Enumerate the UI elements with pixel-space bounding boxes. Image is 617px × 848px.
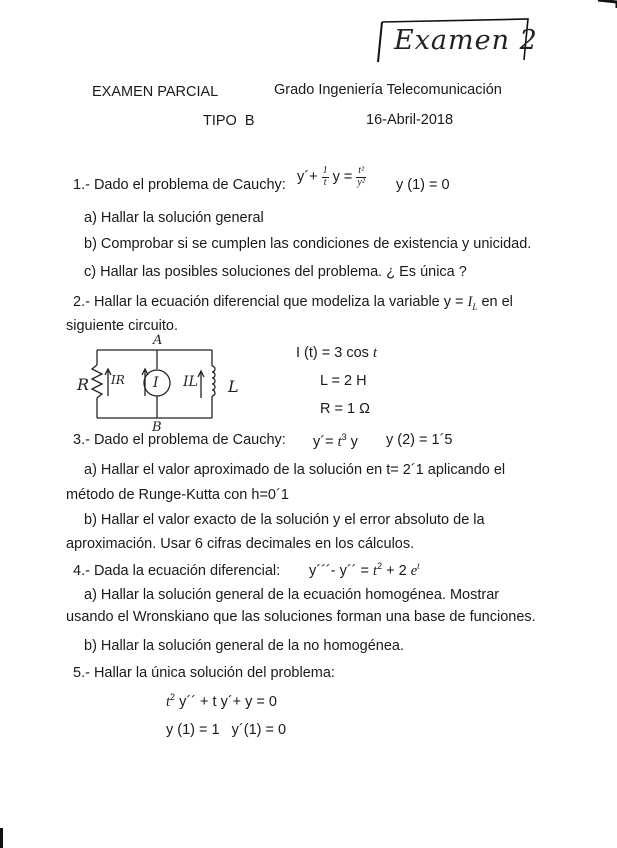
q1-initial-condition: y (1) = 0 [396,177,450,193]
q3-equation: y´= $t^3$ y [313,432,358,450]
q1-eq-a: y´+ [297,168,318,185]
circuit-label-r: R [77,375,90,394]
q2-param-current: I (t) = 3 cos t [296,345,377,361]
q4-equation: y´´´- y´´ = $t^2 + 2$ $e^t$ [309,561,420,579]
q3-part-a-line1: a) Hallar el valor aproximado de la solución en t= 2´1 aplicando el [84,462,506,478]
q5-equation: $t^2$ y´´ + t y´+ y = 0 [166,692,277,710]
q3-initial-condition: y (2) = 1´5 [386,432,453,448]
circuit-label-i: I [153,375,159,391]
q2-line1: 2.- Hallar la ecuación diferencial que modeliza la variable $y = I_L$ en el [73,294,513,312]
q5-label: 5.- Hallar la única solución del problema: [73,665,335,681]
q4-part-b: b) Hallar la solución general de la no homogénea. [84,638,405,654]
header-date: 16-Abril-2018 [366,112,454,128]
q1-label: 1.- Dado el problema de Cauchy: [73,177,286,193]
circuit-label-il: IL [183,374,198,390]
q1-frac1: $\frac{1}{t}$ [322,165,328,188]
header-degree: Grado Ingeniería Telecomunicación [274,82,502,98]
scan-mark [0,828,3,848]
header-type: TIPO B [203,113,255,129]
q4-part-a-line2: usando el Wronskiano que las soluciones forman una base de funciones. [66,609,536,625]
q4-part-a-line1: a) Hallar la solución general de la ecuación homogénea. Mostrar [84,587,500,603]
q3-label: 3.- Dado el problema de Cauchy: [73,432,286,448]
circuit-label-l: L [228,377,239,396]
q5-initial-conditions: y (1) = 1 y´(1) = 0 [166,722,287,738]
q1-part-b: b) Comprobar si se cumplen las condiciones de existencia y unicidad. [84,236,532,252]
circuit-node-a: A [153,333,163,348]
q1-part-c: c) Hallar las posibles soluciones del problema. ¿ Es única ? [84,264,467,280]
q1-frac2: $\frac{\text{t²}}{\text{y²}}$ [357,165,365,188]
q3-part-b-line1: b) Hallar el valor exacto de la solución y el error absoluto de la [84,512,485,528]
q2-line2: siguiente circuito. [66,318,179,334]
q1-eq-b: y = [332,168,353,185]
q3-part-a-line2: método de Runge-Kutta con h=0´1 [66,487,289,503]
header-exam-title: EXAMEN PARCIAL [92,84,219,100]
q2-param-inductance: L = 2 H [320,373,367,389]
q3-part-b-line2: aproximación. Usar 6 cifras decimales en los cálculos. [66,536,415,552]
q4-label: 4.- Dada la ecuación diferencial: [73,563,281,579]
q1-part-a: a) Hallar la solución general [84,210,264,226]
circuit-node-b: B [152,420,162,435]
circuit-label-ir: IR [111,373,125,387]
exam-stamp-text: Examen 2 [394,25,538,56]
q1-equation [297,166,366,188]
q2-param-resistance: R = 1 Ω [320,401,370,417]
